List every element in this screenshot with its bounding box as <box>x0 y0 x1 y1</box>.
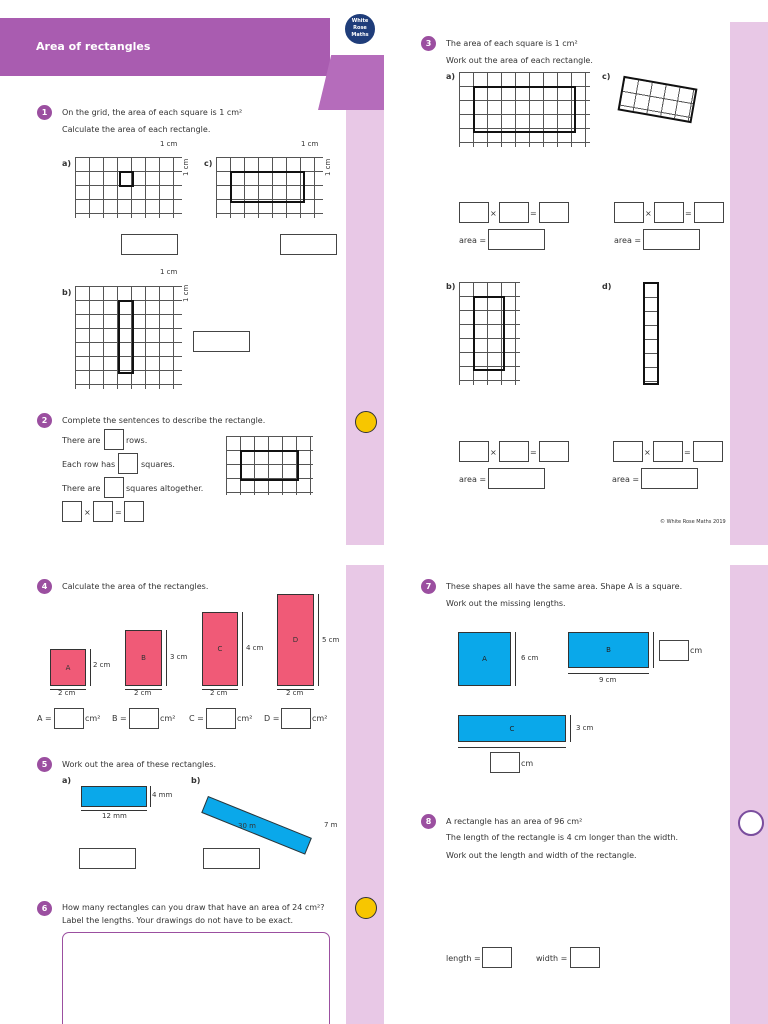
q3a-area-label: area = <box>459 236 487 245</box>
q2-times-sign: × <box>84 508 91 517</box>
q2-rows-suffix: rows. <box>126 436 148 445</box>
q4-d-height: 5 cm <box>322 636 340 644</box>
q3d-factor-1-box[interactable] <box>613 441 643 462</box>
q2-squares-suffix: squares. <box>141 460 175 469</box>
q2-total-box[interactable] <box>104 477 124 498</box>
q2-factor-1-box[interactable] <box>62 501 82 522</box>
side-stripe <box>346 565 384 1024</box>
q4-a-height: 2 cm <box>93 661 111 669</box>
q2-equals-sign: = <box>115 508 122 517</box>
q2-squares-text: Each row has <box>62 460 116 469</box>
q5a-width: 12 mm <box>102 812 127 820</box>
q5b-label: b) <box>191 776 201 785</box>
q3d-area-box[interactable] <box>641 468 698 489</box>
q3b-area-box[interactable] <box>488 468 545 489</box>
question-number-1: 1 <box>37 105 52 120</box>
q2-rows-text: There are <box>62 436 101 445</box>
q4-shape-a: A <box>50 649 86 686</box>
q7-b-width-arrow <box>568 673 649 674</box>
q1-instruction-2: Calculate the area of each rectangle. <box>62 125 211 134</box>
q7-b-width: 9 cm <box>599 676 617 684</box>
q3c-area-box[interactable] <box>643 229 700 250</box>
q3b-factor-1-box[interactable] <box>459 441 489 462</box>
q3-instruction-1: The area of each square is 1 cm² <box>446 39 578 48</box>
q3c-grid-tilted <box>618 76 698 123</box>
q4-d-width: 2 cm <box>286 689 304 697</box>
q4-d-height-arrow <box>318 594 319 686</box>
question-number-5: 5 <box>37 757 52 772</box>
q8-length-box[interactable] <box>482 947 512 968</box>
q3a-product-box[interactable] <box>539 202 569 223</box>
q3c-factor-1-box[interactable] <box>614 202 644 223</box>
problem-solving-icon <box>738 810 764 836</box>
q3a-times-sign: × <box>490 209 497 218</box>
q3d-grid <box>643 282 659 385</box>
q1c-label: c) <box>204 159 213 168</box>
q7-c-width-arrow <box>458 747 566 748</box>
q3c-label: c) <box>602 72 611 81</box>
q7-c-width-box[interactable] <box>490 752 520 773</box>
q3c-product-box[interactable] <box>694 202 724 223</box>
worksheet-panel-3 <box>0 560 384 1024</box>
q4-answer-a-unit: cm² <box>85 714 101 723</box>
q4-c-height: 4 cm <box>246 644 264 652</box>
q6-drawing-area[interactable] <box>62 932 330 1024</box>
question-number-8: 8 <box>421 814 436 829</box>
q3d-label: d) <box>602 282 612 291</box>
q3b-product-box[interactable] <box>539 441 569 462</box>
q7-instruction-1: These shapes all have the same area. Shape A is a square. <box>446 582 683 591</box>
q2-total-suffix: squares altogether. <box>126 484 204 493</box>
q4-a-height-arrow <box>90 649 91 686</box>
q3-instruction-2: Work out the area of each rectangle. <box>446 56 593 65</box>
q3a-rectangle <box>473 86 576 133</box>
pencil-icon <box>355 897 377 919</box>
q3c-factor-2-box[interactable] <box>654 202 684 223</box>
q3a-label: a) <box>446 72 456 81</box>
q5a-width-arrow <box>81 810 147 811</box>
q1c-unit-side: 1 cm <box>324 158 332 176</box>
q3c-equals-sign: = <box>685 209 692 218</box>
q7-instruction-2: Work out the missing lengths. <box>446 599 566 608</box>
q1c-unit-top: 1 cm <box>301 140 319 148</box>
q1a-unit-top: 1 cm <box>160 140 178 148</box>
q1a-rectangle <box>119 171 134 187</box>
q4-c-width: 2 cm <box>210 689 228 697</box>
q2-rectangle <box>240 450 299 481</box>
q4-answer-d-label: D = <box>264 714 280 723</box>
side-stripe <box>346 80 384 545</box>
question-number-2: 2 <box>37 413 52 428</box>
question-number-6: 6 <box>37 901 52 916</box>
worksheet-panel-1 <box>0 0 384 545</box>
q5a-height-arrow <box>150 786 151 807</box>
q3d-times-sign: × <box>644 448 651 457</box>
q3b-factor-2-box[interactable] <box>499 441 529 462</box>
q1b-rectangle <box>118 300 134 374</box>
q4-c-height-arrow <box>242 612 243 686</box>
q3b-area-label: area = <box>459 475 487 484</box>
q4-answer-c-box[interactable] <box>206 708 236 729</box>
q4-answer-c-label: C = <box>189 714 204 723</box>
q8-instruction-1: A rectangle has an area of 96 cm² <box>446 817 583 826</box>
q4-b-width: 2 cm <box>134 689 152 697</box>
q4-answer-b-unit: cm² <box>160 714 176 723</box>
white-rose-logo: White Rose Maths <box>343 12 377 46</box>
q4-a-width: 2 cm <box>58 689 76 697</box>
q3a-factor-1-box[interactable] <box>459 202 489 223</box>
q4-answer-d-box[interactable] <box>281 708 311 729</box>
q8-width-label: width = <box>536 954 568 963</box>
reasoning-icon <box>355 411 377 433</box>
q2-factor-2-box[interactable] <box>93 501 113 522</box>
side-stripe <box>730 22 768 545</box>
q3b-times-sign: × <box>490 448 497 457</box>
q3d-factor-2-box[interactable] <box>653 441 683 462</box>
q8-instruction-3: Work out the length and width of the rectangle. <box>446 851 637 860</box>
q4-shape-d: D <box>277 594 314 686</box>
q7-c-unit: cm <box>521 759 534 768</box>
q3a-area-box[interactable] <box>488 229 545 250</box>
q1a-answer-box[interactable] <box>121 234 178 255</box>
q7-a-side: 6 cm <box>521 654 539 662</box>
q3d-product-box[interactable] <box>693 441 723 462</box>
q3c-times-sign: × <box>645 209 652 218</box>
q4-answer-d-unit: cm² <box>312 714 328 723</box>
copyright: © White Rose Maths 2019 <box>660 519 726 525</box>
q1a-unit-side: 1 cm <box>182 158 190 176</box>
q4-shape-c: C <box>202 612 238 686</box>
q8-length-label: length = <box>446 954 481 963</box>
q4-b-height: 3 cm <box>170 653 188 661</box>
q2-instruction: Complete the sentences to describe the rectangle. <box>62 416 266 425</box>
side-stripe <box>730 565 768 1024</box>
page-title: Area of rectangles <box>36 40 151 53</box>
q3a-factor-2-box[interactable] <box>499 202 529 223</box>
q3d-area-label: area = <box>612 475 640 484</box>
q4-answer-a-label: A = <box>37 714 52 723</box>
q5b-height: 7 m <box>324 821 338 829</box>
q6-instruction-2: Label the lengths. Your drawings do not have to be exact. <box>62 916 294 925</box>
q5-instruction: Work out the area of these rectangles. <box>62 760 216 769</box>
q8-instruction-2: The length of the rectangle is 4 cm longer than the width. <box>446 833 679 842</box>
q1b-answer-box[interactable] <box>193 331 250 352</box>
q7-c-height-arrow <box>570 715 571 742</box>
q2-product-box[interactable] <box>124 501 144 522</box>
q7-a-side-arrow <box>515 632 516 686</box>
q4-answer-b-label: B = <box>112 714 127 723</box>
q4-b-height-arrow <box>166 630 167 686</box>
q7-b-unit: cm <box>690 646 703 655</box>
q7-shape-a: A <box>458 632 511 686</box>
q1c-answer-box[interactable] <box>280 234 337 255</box>
q3d-equals-sign: = <box>684 448 691 457</box>
q1b-unit-side: 1 cm <box>182 284 190 302</box>
q5a-label: a) <box>62 776 72 785</box>
q7-shape-b: B <box>568 632 649 668</box>
q3b-equals-sign: = <box>530 448 537 457</box>
q1b-label: b) <box>62 288 72 297</box>
q4-answer-a-box[interactable] <box>54 708 84 729</box>
q8-width-box[interactable] <box>570 947 600 968</box>
q3b-label: b) <box>446 282 456 291</box>
q4-instruction: Calculate the area of the rectangles. <box>62 582 209 591</box>
q7-b-height-box[interactable] <box>659 640 689 661</box>
question-number-7: 7 <box>421 579 436 594</box>
q7-b-height-arrow <box>653 632 654 668</box>
q5a-answer-box[interactable] <box>79 848 136 869</box>
q5a-rectangle <box>81 786 147 807</box>
q3c-area-label: area = <box>614 236 642 245</box>
worksheet-panel-2 <box>384 0 768 545</box>
q2-rows-box[interactable] <box>104 429 124 450</box>
q7-c-height: 3 cm <box>576 724 594 732</box>
q4-answer-b-box[interactable] <box>129 708 159 729</box>
q1c-rectangle <box>230 171 305 203</box>
question-number-4: 4 <box>37 579 52 594</box>
q1a-label: a) <box>62 159 72 168</box>
q5b-length: 30 m <box>238 822 256 830</box>
q5b-rectangle <box>201 796 312 855</box>
q4-answer-c-unit: cm² <box>237 714 253 723</box>
question-number-3: 3 <box>421 36 436 51</box>
q5b-answer-box[interactable] <box>203 848 260 869</box>
q2-total-text: There are <box>62 484 101 493</box>
q7-shape-c: C <box>458 715 566 742</box>
worksheet-panel-4 <box>384 560 768 1024</box>
q1b-unit-top: 1 cm <box>160 268 178 276</box>
q3a-equals-sign: = <box>530 209 537 218</box>
q2-squares-box[interactable] <box>118 453 138 474</box>
q4-shape-b: B <box>125 630 162 686</box>
q3b-rectangle <box>473 296 505 371</box>
q5a-height: 4 mm <box>152 791 173 799</box>
q1-instruction-1: On the grid, the area of each square is 1 cm² <box>62 108 243 117</box>
q6-instruction-1: How many rectangles can you draw that have an area of 24 cm²? <box>62 903 325 912</box>
q1a-grid <box>75 157 182 218</box>
